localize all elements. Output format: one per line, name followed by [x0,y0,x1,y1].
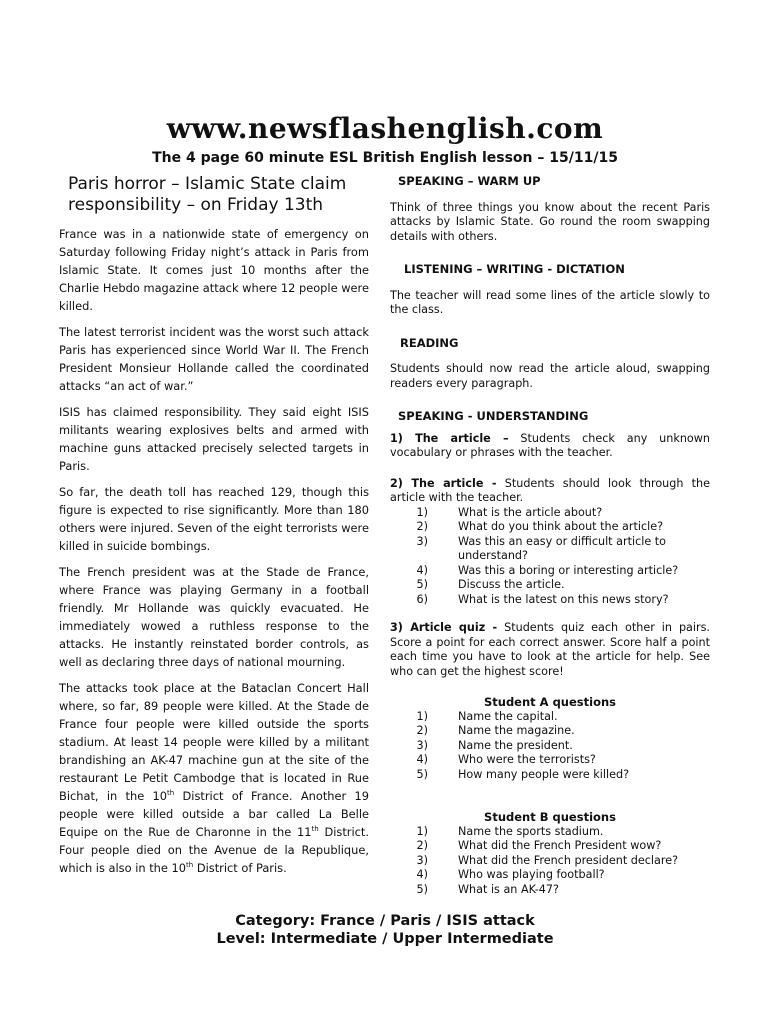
list-item [390,753,710,768]
list-number: 3) [416,534,428,548]
item-text: Students check any unknown vocabulary or phrases with the teacher. [390,431,710,459]
list-text: Name the magazine. [458,724,575,737]
list-number: 1) [416,824,428,838]
student-a-heading: Student A questions [483,695,617,709]
list-item [390,535,710,564]
list-item [390,839,710,854]
list-number: 1) [416,505,428,519]
item-label: 1) The article – [390,431,509,445]
list-number: 1) [416,709,428,723]
list-item [390,739,710,754]
list-number: 4) [416,753,428,766]
list-number: 4) [416,563,428,577]
list-item [390,768,710,783]
list-text: Discuss the article. [458,578,565,591]
list-item [390,854,710,869]
warmup-heading: SPEAKING – WARM UP [398,174,541,188]
list-text: Who were the terrorists? [458,753,596,766]
list-item [390,883,710,898]
reading-body: Students should now read the article aloud, swapping readers every paragraph. [390,362,710,390]
article-headline: Paris horror – Islamic State claim responsibility – on Friday 13th [68,174,347,215]
lesson-subtitle: The 4 page 60 minute ESL British English lesson – 15/11/15 [152,150,618,166]
item-text: Students should look through the article with the teacher. [390,476,710,504]
list-text: Name the sports stadium. [458,824,604,838]
understanding-item-3 [390,621,710,679]
paragraph-text: The attacks took place at the Bataclan Concert Hall where, so far, 89 people were killed. At the Stade de France four people were killed outside the sports stadium. At least 14 people were killed by a militant brandishing an AK-47 machine gun at the site of the restaurant Le Petit Cambodge that is located in Rue Bichat, in the 10 [59,681,369,803]
ordinal-suffix: th [186,861,194,870]
list-number: 5) [416,767,428,781]
list-text: Name the capital. [458,709,558,723]
list-text: Name the president. [458,738,573,752]
site-title: www.newsflashenglish.com [166,112,604,145]
paragraph-text: District. Four people died on the Avenue de la Republique, which is also in the 10 [59,825,370,875]
list-number: 5) [416,882,428,896]
reading-heading: READING [400,335,459,350]
article-column [59,174,369,885]
list-text: What is an AK-47? [458,882,559,896]
list-text: Was this an easy or difficult article to understand? [458,534,667,562]
list-number: 3) [416,738,428,752]
paragraph-text: District of France. Another 19 people were killed outside a bar called La Belle Equipe on the Rue de Charonne in the 11 [59,789,369,839]
understanding-item-1 [390,432,710,461]
list-number: 2) [416,724,428,737]
list-text: How many people were killed? [458,767,630,781]
list-text: What do you think about the article? [458,520,664,533]
list-number: 5) [416,578,428,591]
list-item [390,564,710,579]
list-number: 3) [416,853,428,867]
list-item [390,520,710,535]
article-paragraph-3: ISIS has claimed responsibility. They said eight ISIS militants wearing explosives belts and armed with machine guns attacked precisely selected targets in Paris. [59,405,369,473]
list-number: 4) [416,868,428,881]
dictation-body: The teacher will read some lines of the article slowly to the class. [390,288,710,316]
article-paragraph-1: France was in a nationwide state of emergency on Saturday following Friday night’s attack in Paris from Islamic State. It comes just 10 months after the Charlie Hebdo magazine attack where 12 people were killed. [59,227,369,313]
list-text: Who was playing football? [458,868,605,881]
article-paragraph-4: So far, the death toll has reached 129, though this figure is expected to rise significantly. More than 180 others were injured. Seven of the eight terrorists were killed in suicide bombings. [59,485,369,553]
list-text: What is the article about? [458,505,603,519]
list-item [390,710,710,725]
list-number: 6) [416,592,428,606]
ordinal-suffix: th [311,825,319,834]
list-item [390,593,710,608]
list-item [390,578,710,593]
list-number: 2) [416,839,428,852]
list-text: Was this a boring or interesting article? [458,563,679,577]
understanding-heading: SPEAKING - UNDERSTANDING [398,409,589,423]
list-text: What did the French president declare? [458,853,679,867]
lesson-column [390,174,710,897]
understanding-item-2 [390,477,710,506]
list-item [390,724,710,739]
article-paragraph-5: The French president was at the Stade de France, where France was playing Germany in a football friendly. Mr Hollande was quickly evacuated. He immediately wowed a ruthless response to the attacks. He instantly reinstated border controls, as well as declaring three days of national mourning. [59,565,369,669]
ordinal-suffix: th [167,789,175,798]
warmup-body: Think of three things you know about the recent Paris attacks by Islamic State. Go round the room swapping details with others. [390,200,710,243]
level-line: Level: Intermediate / Upper Intermediate [216,931,554,947]
student-b-questions [390,825,710,898]
list-text: What did the French President wow? [458,839,662,852]
list-item [390,868,710,883]
student-b-heading: Student B questions [484,810,616,824]
list-item [390,506,710,521]
list-item [390,825,710,840]
list-number: 2) [416,520,428,533]
footer [0,912,770,948]
item-label: 2) The article - [390,476,497,490]
student-a-questions [390,710,710,783]
article-paragraph-6 [59,679,369,877]
list-text: What is the latest on this news story? [458,592,669,606]
category-line: Category: France / Paris / ISIS attack [235,913,535,929]
paragraph-text: District of Paris. [193,861,287,875]
item-text: Students quiz each other in pairs. Score a point for each correct answer. Score half a point each time you have to look at the article for help. See who can get the highest score! [390,621,710,678]
dictation-heading: LISTENING – WRITING - DICTATION [404,262,625,276]
article-paragraph-2: The latest terrorist incident was the worst such attack Paris has experienced since World War II. The French President Monsieur Hollande called the coordinated attacks “an act of war.” [59,325,369,393]
discussion-questions [390,506,710,608]
item-label: 3) Article quiz - [390,621,498,634]
